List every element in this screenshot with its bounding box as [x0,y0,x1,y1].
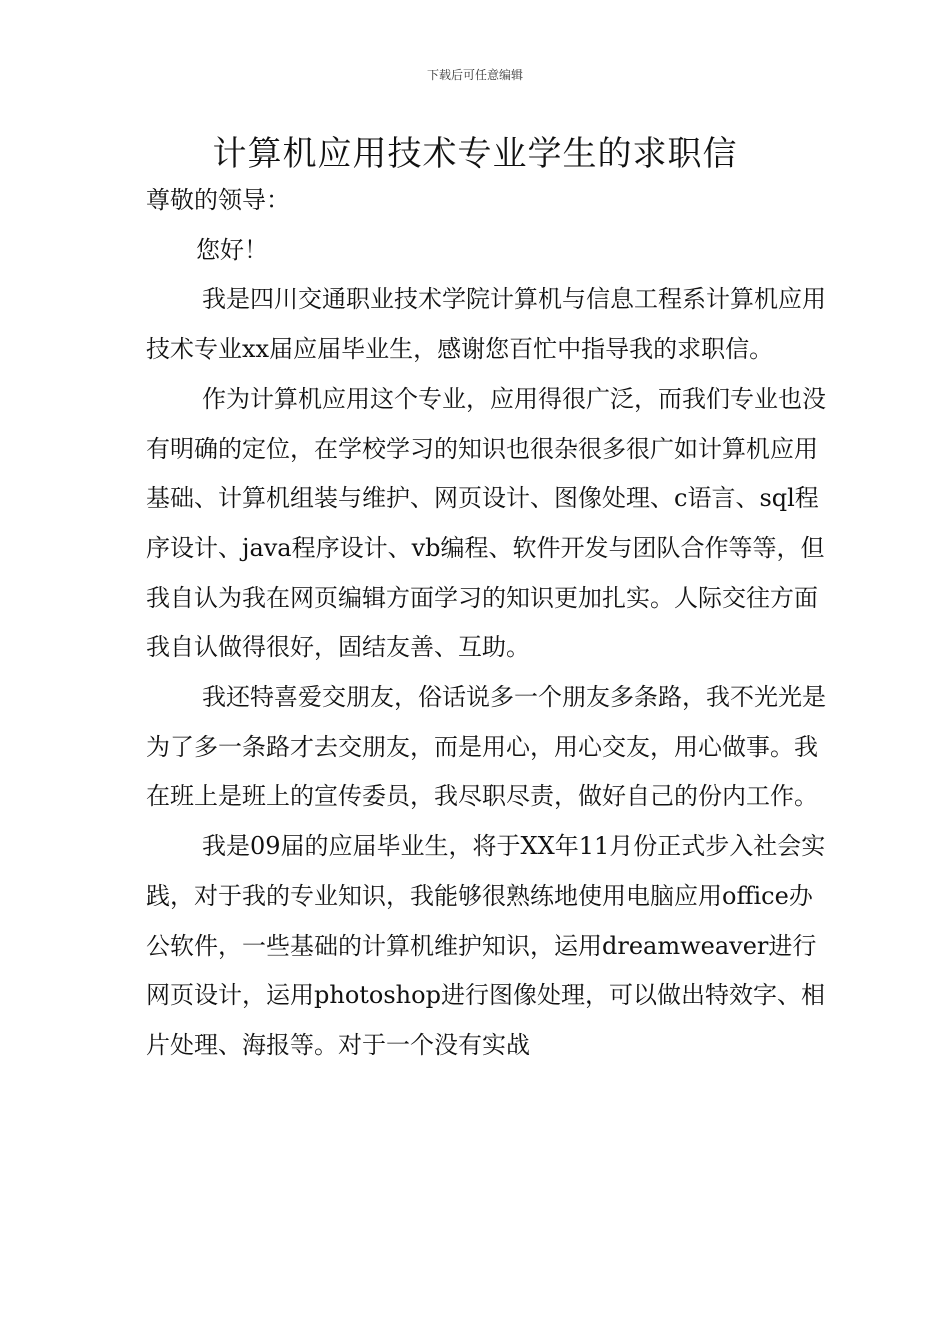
paragraph-4: 我是09届的应届毕业生，将于XX年11月份正式步入社会实践，对于我的专业知识，我能够很熟练地使用电脑应用office办公软件，一些基础的计算机维护知识，运用dreamweaver进行网页设计，运用photoshop进行图像处理，可以做出特效字、相片处理、海报等。对于一个没有实战 [146,832,826,1059]
header-note: 下载后可任意编辑 [426,68,523,82]
paragraph-3: 我还特喜爱交朋友，俗话说多一个朋友多条路，我不光光是为了多一条路才去交朋友，而是用心，用心交友，用心做事。我在班上是班上的宣传委员，我尽职尽责，做好自己的份内工作。 [146,683,826,811]
letter-body [146,176,826,1071]
paragraph-2: 作为计算机应用这个专业，应用得很广泛，而我们专业也没有明确的定位，在学校学习的知识也很杂很多很广如计算机应用基础、计算机组装与维护、网页设计、图像处理、c语言、sql程序设计、java程序设计、vb编程、软件开发与团队合作等等，但我自认为我在网页编辑方面学习的知识更加扎实。人际交往方面我自认做得很好，固结友善、互助。 [146,384,826,662]
salutation: 尊敬的领导： [146,186,290,214]
paragraph-1: 我是四川交通职业技术学院计算机与信息工程系计算机应用技术专业xx届应届毕业生，感谢您百忙中指导我的求职信。 [146,285,826,364]
page-title: 计算机应用技术专业学生的求职信 [212,134,738,174]
greeting: 您好！ [196,235,268,264]
